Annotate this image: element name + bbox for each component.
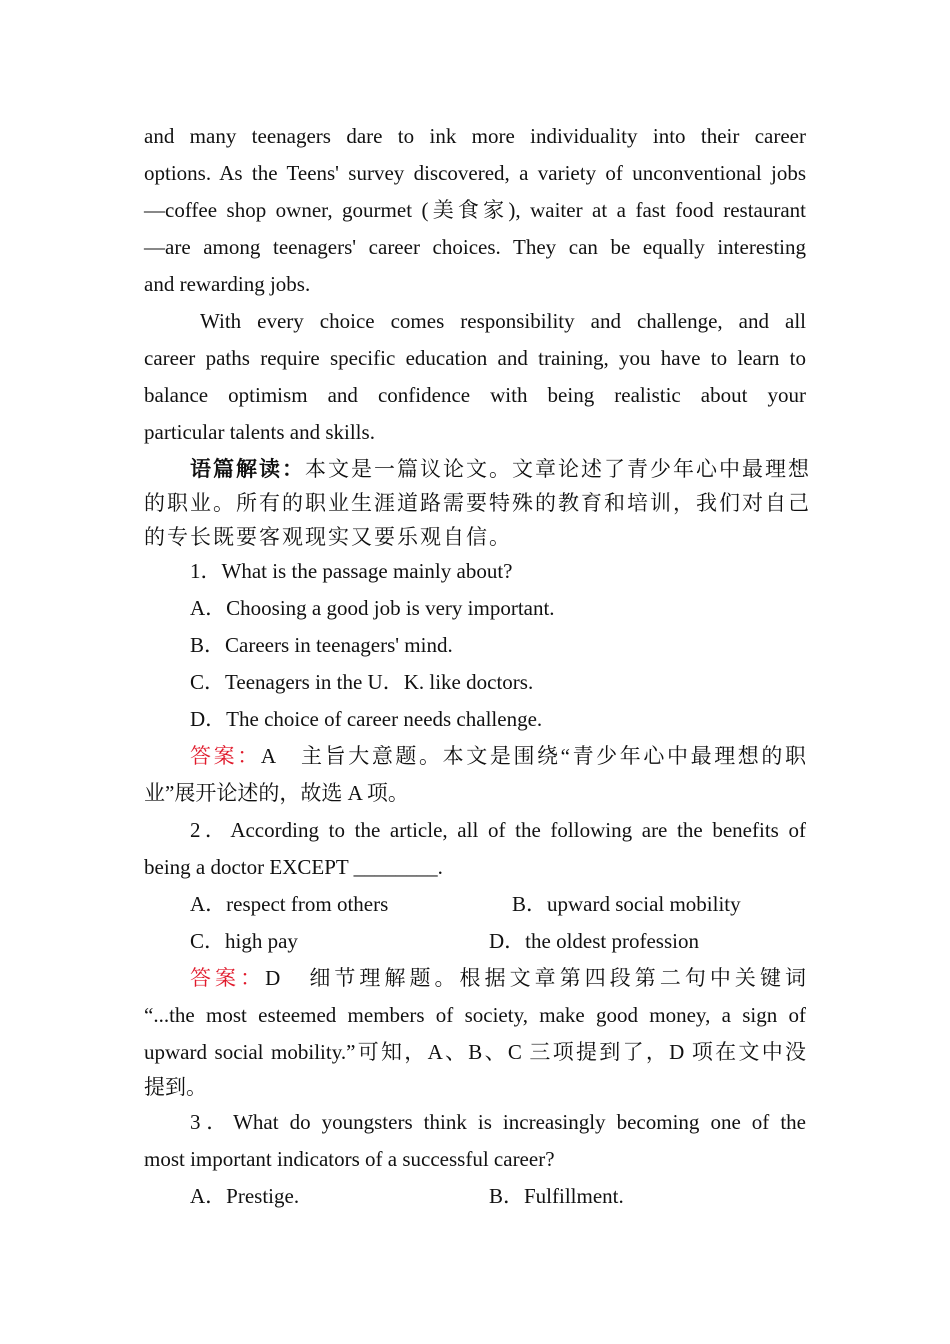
passage-line: —coffee shop owner, gourmet (美食家), waiter at a fast food restaurant <box>144 198 806 222</box>
analysis-line: 的专长既要客观现实又要乐观自信。 <box>144 525 512 549</box>
answer-label: 答案： <box>190 966 266 990</box>
option-b: B．Careers in teenagers' mind. <box>190 633 453 657</box>
answer-line: upward social mobility.”可知，A、B、C 三项提到了，D 项在文中没 <box>144 1040 806 1064</box>
passage-line: —are among teenagers' career choices. They can be equally interesting <box>144 235 806 259</box>
option-b: B．upward social mobility <box>512 892 741 916</box>
option-a: A．Choosing a good job is very important. <box>190 596 555 620</box>
option-a: A．respect from others <box>190 892 389 916</box>
question-stem: most important indicators of a successful career? <box>144 1147 555 1171</box>
question-stem: 3．What do youngsters think is increasingly becoming one of the <box>190 1110 806 1134</box>
option-c: C．Teenagers in the U．K. like doctors. <box>190 670 534 694</box>
option-c: C．high pay <box>190 929 298 953</box>
option-d: D．the oldest profession <box>489 929 699 953</box>
answer-line: 提到。 <box>144 1075 207 1099</box>
question-stem: 1．What is the passage mainly about? <box>190 559 513 583</box>
answer-line: “...the most esteemed members of society, make good money, a sign of <box>144 1003 806 1027</box>
passage-line: balance optimism and confidence with being realistic about your <box>144 383 806 407</box>
option-b: B．Fulfillment. <box>489 1184 624 1208</box>
passage-line: options. As the Teens' survey discovered, a variety of unconventional jobs <box>144 161 806 185</box>
analysis-label: 语篇解读： <box>190 457 305 481</box>
option-a: A．Prestige. <box>190 1184 300 1208</box>
answer-line: 业”展开论述的，故选 A 项。 <box>144 781 409 805</box>
passage-line: With every choice comes responsibility and challenge, and all <box>200 309 806 333</box>
answer-line: 答案：D 细节理解题。根据文章第四段第二句中关键词 <box>190 966 806 990</box>
analysis-line: 的职业。所有的职业生涯道路需要特殊的教育和培训，我们对自己 <box>144 491 811 515</box>
question-stem: 2．According to the article, all of the following are the benefits of <box>190 818 806 842</box>
passage-line: career paths require specific education and training, you have to learn to <box>144 346 806 370</box>
passage-line: and many teenagers dare to ink more individuality into their career <box>144 124 806 148</box>
option-d: D．The choice of career needs challenge. <box>190 707 543 731</box>
passage-line: and rewarding jobs. <box>144 272 311 296</box>
passage-line: particular talents and skills. <box>144 420 375 444</box>
answer-line: 答案：A 主旨大意题。本文是围绕“青少年心中最理想的职 <box>190 744 807 768</box>
question-stem: being a doctor EXCEPT ________. <box>144 855 443 879</box>
analysis-line: 语篇解读：本文是一篇议论文。文章论述了青少年心中最理想 <box>190 457 811 481</box>
answer-label: 答案： <box>190 744 261 768</box>
